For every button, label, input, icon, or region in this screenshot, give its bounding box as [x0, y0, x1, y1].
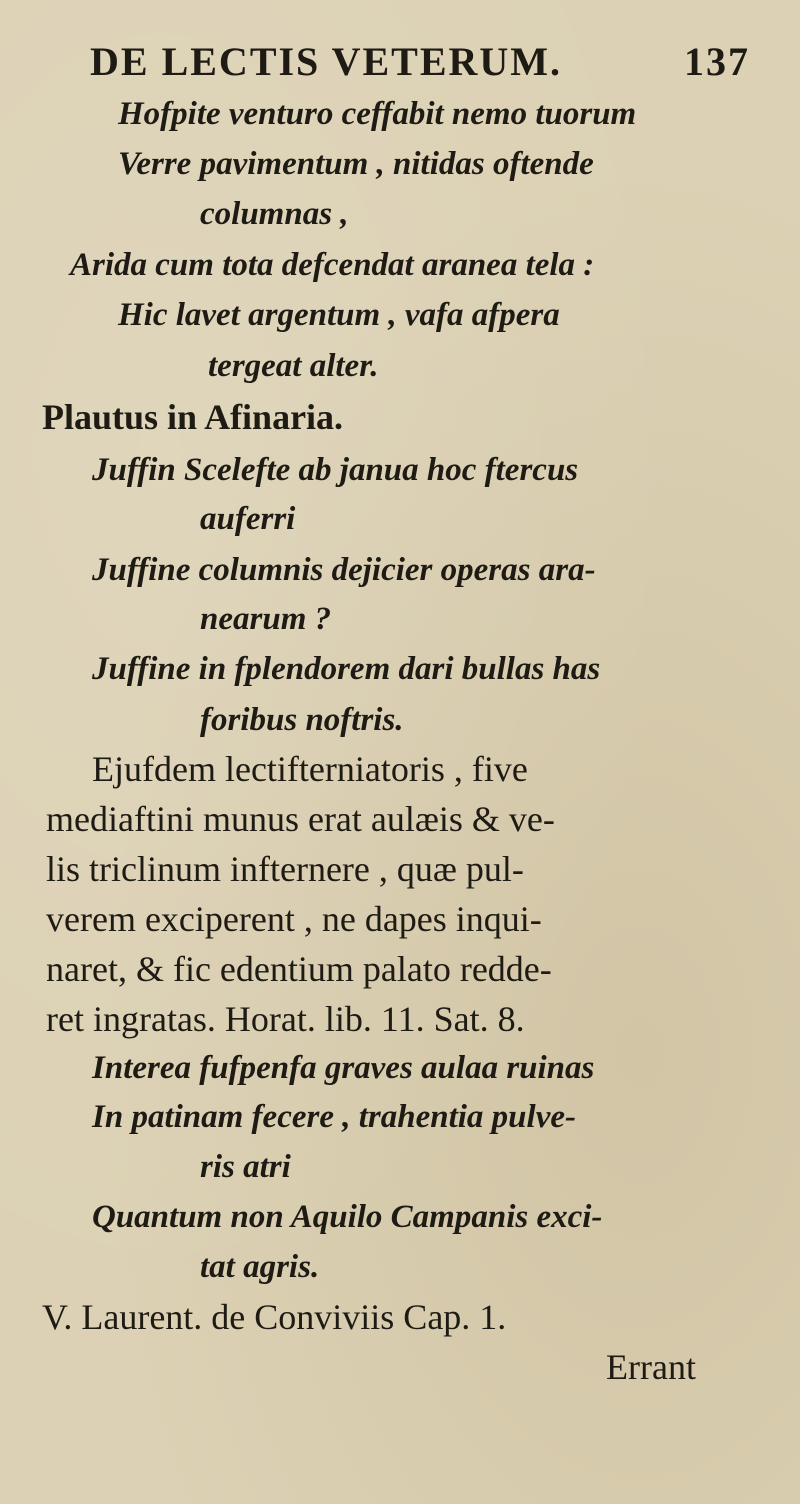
verse-line: Hic lavet argentum , vafa afpera: [118, 297, 560, 333]
verse-line: tat agris.: [200, 1249, 320, 1285]
verse-line: auferri: [200, 501, 296, 537]
prose-line: naret, & fic edentium palato redde-: [46, 949, 552, 989]
source-heading: Plautus in Afinaria.: [42, 397, 344, 437]
source-reference: V. Laurent. de Conviviis Cap. 1.: [42, 1297, 507, 1337]
verse-line: nearum ?: [200, 601, 332, 637]
prose-line: Ejufdem lectifterniatoris , five: [92, 749, 528, 789]
verse-line: columnas ,: [200, 196, 349, 232]
verse-line: Interea fufpenfa graves aulaa ruinas: [92, 1050, 595, 1086]
verse-line: Juffine columnis dejicier operas ara-: [92, 552, 596, 588]
running-title: DE LECTIS VETERUM.: [90, 39, 563, 84]
verse-line: Juffin Scelefte ab janua hoc ftercus: [92, 452, 579, 488]
verse-line: foribus noftris.: [200, 702, 404, 738]
prose-line: verem exciperent , ne dapes inqui-: [46, 899, 542, 939]
verse-line: Quantum non Aquilo Campanis exci-: [92, 1199, 603, 1235]
verse-line: In patinam fecere , trahentia pulve-: [92, 1099, 576, 1135]
page-number: 137: [684, 39, 750, 84]
verse-line: Verre pavimentum , nitidas oftende: [118, 146, 594, 182]
prose-line: ret ingratas. Horat. lib. 11. Sat. 8.: [46, 999, 525, 1039]
prose-line: mediaftini munus erat aulæis & ve-: [46, 799, 555, 839]
verse-line: tergeat alter.: [208, 348, 379, 384]
verse-line: Arida cum tota defcendat aranea tela :: [70, 247, 595, 283]
verse-line: Juffine in fplendorem dari bullas has: [92, 651, 601, 687]
page-header: [90, 38, 750, 98]
prose-line: lis triclinum infternere , quæ pul-: [46, 849, 524, 889]
verse-line: ris atri: [200, 1149, 291, 1185]
catchword: Errant: [606, 1347, 696, 1387]
verse-line: Hofpite venturo ceffabit nemo tuorum: [118, 96, 637, 132]
